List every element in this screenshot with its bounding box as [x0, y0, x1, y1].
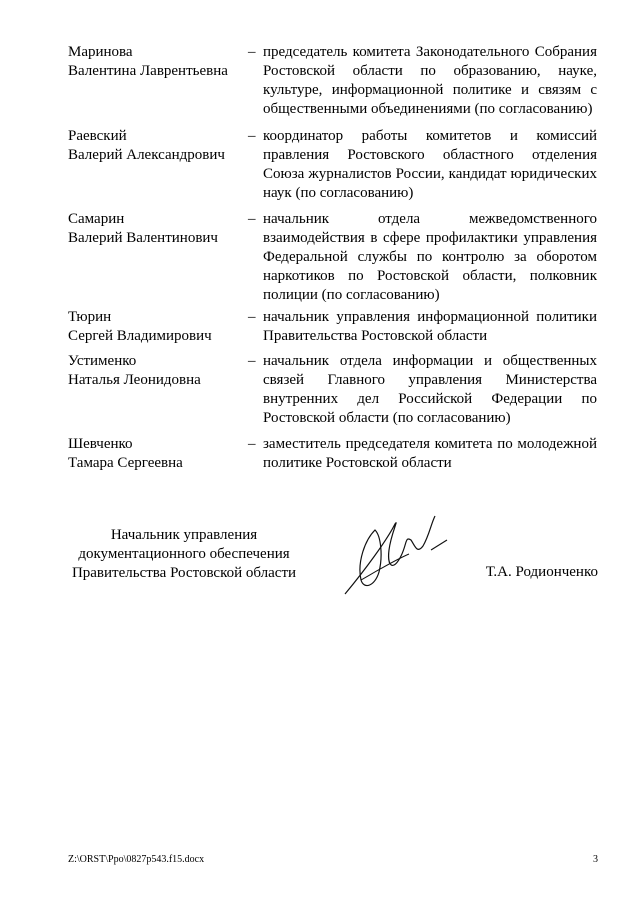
member-name	[68, 352, 248, 390]
member-given-name: Сергей Владимирович	[68, 328, 212, 344]
member-surname: Самарин	[68, 211, 125, 227]
member-name	[68, 127, 248, 165]
member-surname: Раевский	[68, 128, 127, 144]
member-role: заместитель председателя комитета по молодежной политике Ростовской области	[263, 436, 597, 471]
member-given-name: Наталья Леонидовна	[68, 372, 201, 388]
member-surname: Тюрин	[68, 309, 112, 325]
position-line: Правительства Ростовской области	[71, 565, 297, 581]
member-role: координатор работы комитетов и комиссий правления Ростовского областного отделения Союза журналистов России, кандидат юридических наук (по согласованию)	[263, 128, 597, 201]
handwritten-signature	[335, 510, 455, 602]
member-role: начальник управления информационной политики Правительства Ростовской области	[263, 309, 597, 344]
member-role: председатель комитета Законодательного Собрания Ростовской области по образованию, науке, культуре, информационной политике и связям с общественными объединениями (по согласованию)	[263, 44, 597, 117]
dash-separator: –	[248, 436, 256, 452]
member-name	[68, 43, 248, 81]
member-given-name: Валерий Валентинович	[68, 230, 218, 246]
footer-file-path: Z:\ORST\Ppo\0827p543.f15.docx	[68, 854, 205, 865]
member-surname: Маринова	[68, 44, 133, 60]
signatory-name: Т.А. Родионченко	[485, 564, 598, 580]
page-number: 3	[593, 854, 598, 865]
member-surname: Устименко	[68, 353, 137, 369]
member-role: начальник отдела межведомственного взаимодействия в сфере профилактики управления Федеральной службы по контролю за оборотом наркотиков по Ростовской области, полковник полиции (по согласованию)	[263, 211, 597, 303]
member-name	[68, 435, 248, 473]
dash-separator: –	[248, 44, 256, 60]
dash-separator: –	[248, 309, 256, 325]
member-given-name: Тамара Сергеевна	[68, 455, 183, 471]
member-surname: Шевченко	[68, 436, 133, 452]
dash-separator: –	[248, 128, 256, 144]
member-role: начальник отдела информации и общественных связей Главного управления Министерства внутренних дел Российской Федерации по Ростовской области (по согласованию)	[263, 353, 597, 426]
member-name	[68, 210, 248, 248]
position-line: Начальник управления	[110, 527, 258, 543]
dash-separator: –	[248, 211, 256, 227]
member-given-name: Валерий Александрович	[68, 147, 225, 163]
member-given-name: Валентина Лаврентьевна	[68, 63, 228, 79]
member-name	[68, 308, 248, 346]
position-line: документационного обеспечения	[78, 546, 290, 562]
signatory-position	[68, 526, 300, 583]
dash-separator: –	[248, 353, 256, 369]
